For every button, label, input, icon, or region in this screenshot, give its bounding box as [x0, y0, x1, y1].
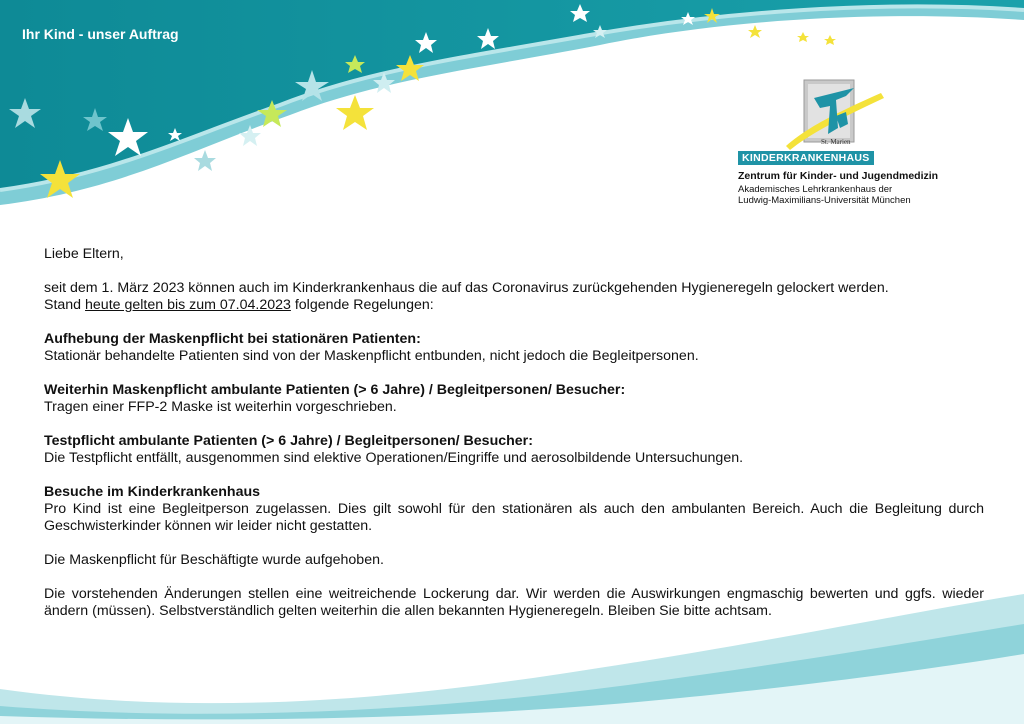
section-heading: Besuche im Kinderkrankenhaus — [44, 484, 261, 500]
greeting: Liebe Eltern, — [44, 246, 124, 262]
svg-text:St. Marien: St. Marien — [821, 138, 851, 146]
section-mask-inpatients — [44, 331, 984, 365]
section-body: Pro Kind ist eine Begleitperson zugelassen. Dies gilt sowohl für den stationären als auch den ambulanten Bereich. Auch die Begleitung durch Geschwisterkinder können wir leider nicht gestatten. — [44, 501, 984, 534]
closing-paragraph: Die vorstehenden Änderungen stellen eine weitreichende Lockerung dar. Wir werden die Auswirkungen engmaschig bewerten und ggfs. wieder ändern (müssen). Selbstverständlich gelten weiterhin die allen bekannten Hygieneregeln. Bleiben Sie bitte achtsam. — [44, 586, 984, 619]
intro-date-underlined: heute gelten bis zum 07.04.2023 — [85, 297, 291, 313]
staff-note: Die Maskenpflicht für Beschäftigte wurde aufgehoben. — [44, 552, 384, 568]
header-tagline: Ihr Kind - unser Auftrag — [22, 26, 179, 42]
section-body: Die Testpflicht entfällt, ausgenommen sind elektive Operationen/Eingriffe und aerosolbildende Untersuchungen. — [44, 450, 744, 466]
logo-subtitle: Zentrum für Kinder- und Jugendmedizin — [738, 170, 939, 182]
intro-suffix: folgende Regelungen: — [290, 297, 434, 313]
section-heading: Testpflicht ambulante Patienten (> 6 Jahre) / Begleitpersonen/ Besucher: — [44, 433, 533, 449]
letter-body — [44, 246, 984, 637]
section-heading: Aufhebung der Maskenpflicht bei stationären Patienten: — [44, 331, 421, 347]
section-heading: Weiterhin Maskenpflicht ambulante Patienten (> 6 Jahre) / Begleitpersonen/ Besucher: — [44, 382, 626, 398]
intro-prefix: Stand — [44, 297, 86, 313]
section-body: Stationär behandelte Patienten sind von der Maskenpflicht entbunden, nicht jedoch die Begleitpersonen. — [44, 348, 699, 364]
section-testing — [44, 433, 984, 467]
logo-name-bar: KINDERKRANKENHAUS — [738, 151, 874, 165]
logo-affiliation-1: Akademisches Lehrkrankenhaus der — [738, 184, 893, 195]
intro-line-1: seit dem 1. März 2023 können auch im Kinderkrankenhaus die auf das Coronavirus zurückgehenden Hygieneregeln gelockert werden. — [44, 280, 889, 296]
logo-affiliation-2: Ludwig-Maximilians-Universität München — [738, 195, 911, 206]
intro-paragraph — [44, 280, 984, 314]
hospital-emblem-icon — [776, 78, 886, 150]
section-mask-outpatients — [44, 382, 984, 416]
section-visits — [44, 484, 984, 535]
section-body: Tragen einer FFP-2 Maske ist weiterhin vorgeschrieben. — [44, 399, 397, 415]
